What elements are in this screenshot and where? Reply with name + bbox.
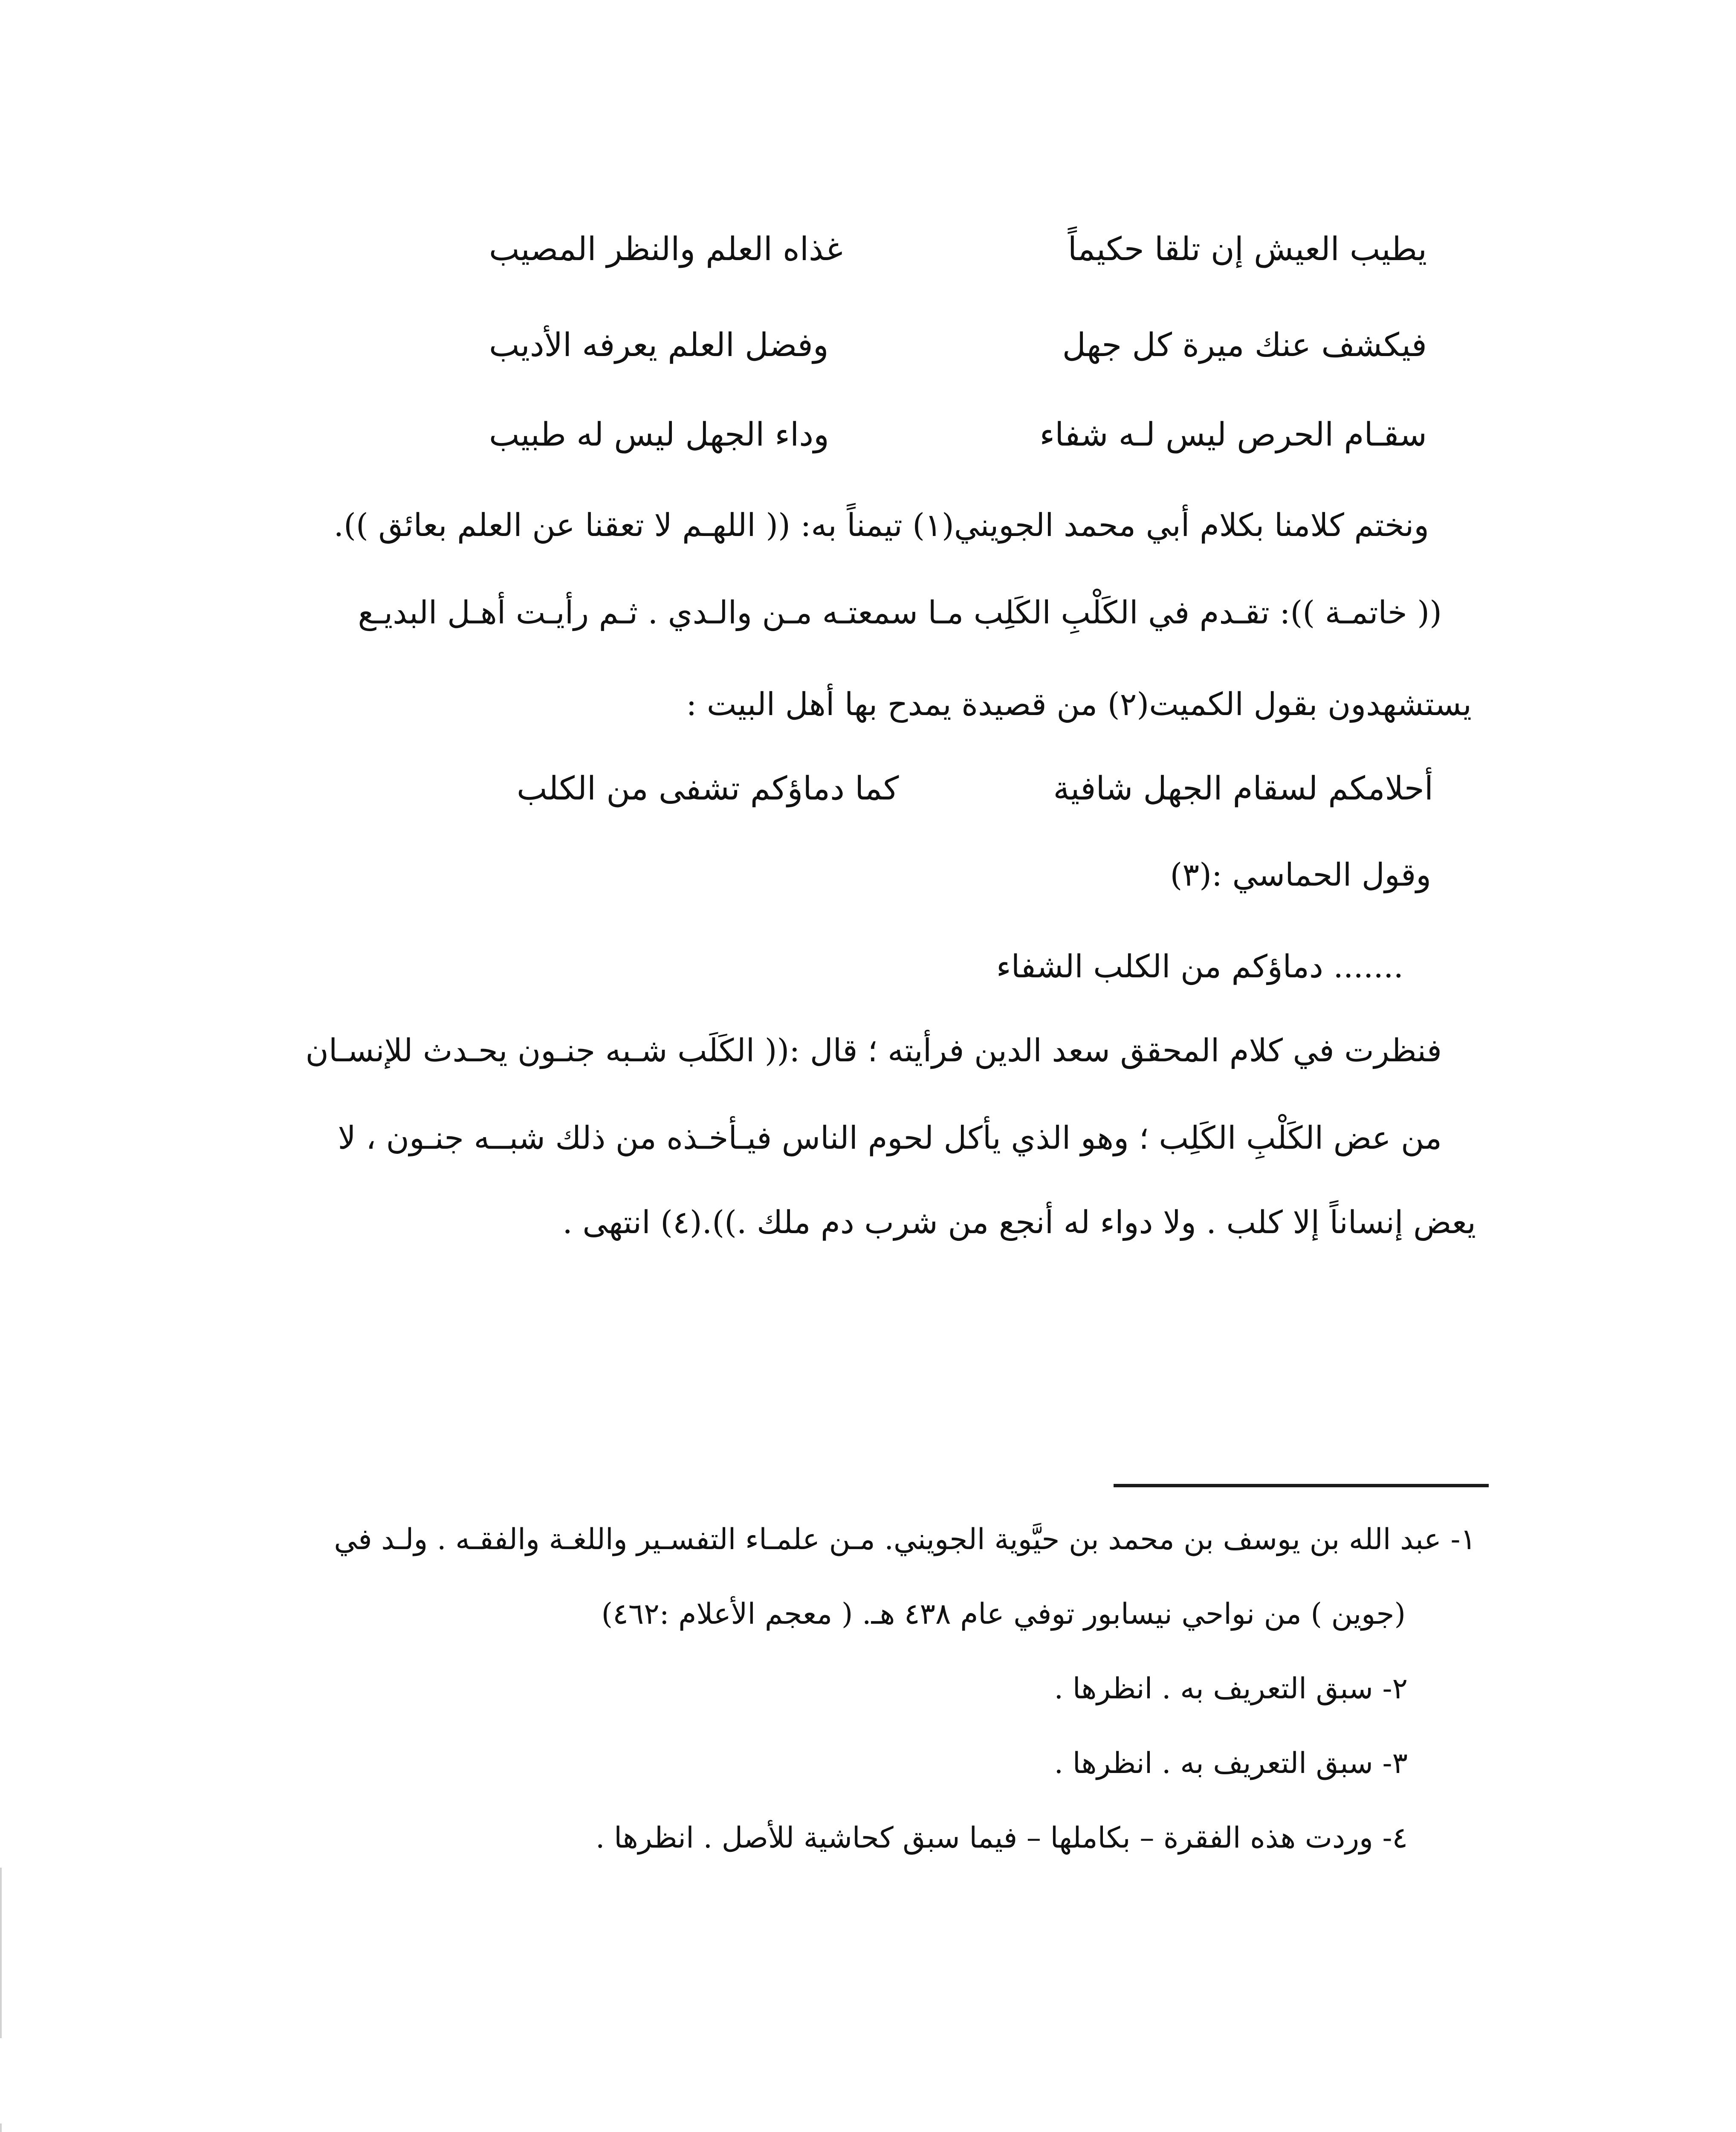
poem-verse-2: [489, 326, 1427, 373]
khatima-line-1: (( خاتمـة )): تقـدم في الكَلْبِ الكَلِب مـا سمعتـه مـن والـدي . ثـم رأيـت أهـل البديـع: [358, 594, 1442, 631]
footnote-3: ٣- سبق التعريف به . انظرها .: [1054, 1747, 1408, 1780]
poem-verse-1-first-half: يطيب العيش إن تلقا حكيماً: [1068, 230, 1427, 268]
kumait-verse: [517, 770, 1433, 817]
closing-paragraph-line-2: من عض الكَلْبِ الكَلِب ؛ وهو الذي يأكل لحوم الناس فيـأخـذه من ذلك شبــه جنـون ، لا: [338, 1120, 1442, 1156]
footnote-divider: [1114, 1484, 1489, 1487]
khatima-line-2: يستشهدون بقول الكميت(٢) من قصيدة يمدح بها أهل البيت :: [686, 686, 1472, 723]
hamasi-verse-fragment: ....... دماؤكم من الكلب الشفاء: [996, 948, 1403, 985]
footnote-1-line-1: ١- عبد الله بن يوسف بن محمد بن حيَّوية الجويني. مـن علمـاء التفسـير واللغـة والفقـه . ولـد في: [334, 1523, 1476, 1556]
scan-edge-mark: [0, 1868, 2, 2038]
poem-verse-3: [489, 416, 1427, 463]
footnote-2: ٢- سبق التعريف به . انظرها .: [1054, 1672, 1408, 1706]
footnote-1-line-2: (جوين ) من نواحي نيسابور توفي عام ٤٣٨ هـ. ( معجم الأعلام :٤٦٢): [601, 1597, 1406, 1631]
kumait-verse-first-half: أحلامكم لسقام الجهل شافية: [1053, 769, 1433, 807]
footnotes: [214, 1522, 1476, 1895]
closing-paragraph-line-3: يعض إنساناً إلا كلب . ولا دواء له أنجع من شرب دم ملك .)).(٤) انتهى .: [562, 1204, 1476, 1241]
kumait-verse-second-half: كما دماؤكم تشفى من الكلب: [517, 769, 899, 807]
footnote-4: ٤- وردت هذه الفقرة – بكاملها – فيما سبق كحاشية للأصل . انظرها .: [595, 1821, 1408, 1855]
poem-verse-1-second-half: غذاه العلم والنظر المصيب: [489, 230, 843, 268]
poem-verse-2-second-half: وفضل العلم يعرفه الأديب: [489, 326, 829, 364]
poem-verse-3-second-half: وداء الجهل ليس له طبيب: [489, 415, 829, 453]
conclusion-line: ونختم كلامنا بكلام أبي محمد الجويني(١) تيمناً به: (( اللهـم لا تعقنا عن العلم بعائق )).: [333, 507, 1429, 544]
poem-verse-1: [489, 230, 1427, 277]
poem-verse-2-first-half: فيكشف عنك ميرة كل جهل: [1062, 326, 1427, 364]
poem-verse-3-first-half: سقـام الحرص ليس لـه شفاء: [1039, 415, 1427, 453]
closing-paragraph-line-1: فنظرت في كلام المحقق سعد الدين فرأيته ؛ قال :(( الكَلَب شـبه جنـون يحـدث للإنسـان: [305, 1032, 1442, 1069]
scan-edge-mark: [0, 2123, 2, 2132]
hamasi-introduction: وقول الحماسي :(٣): [1170, 857, 1431, 893]
